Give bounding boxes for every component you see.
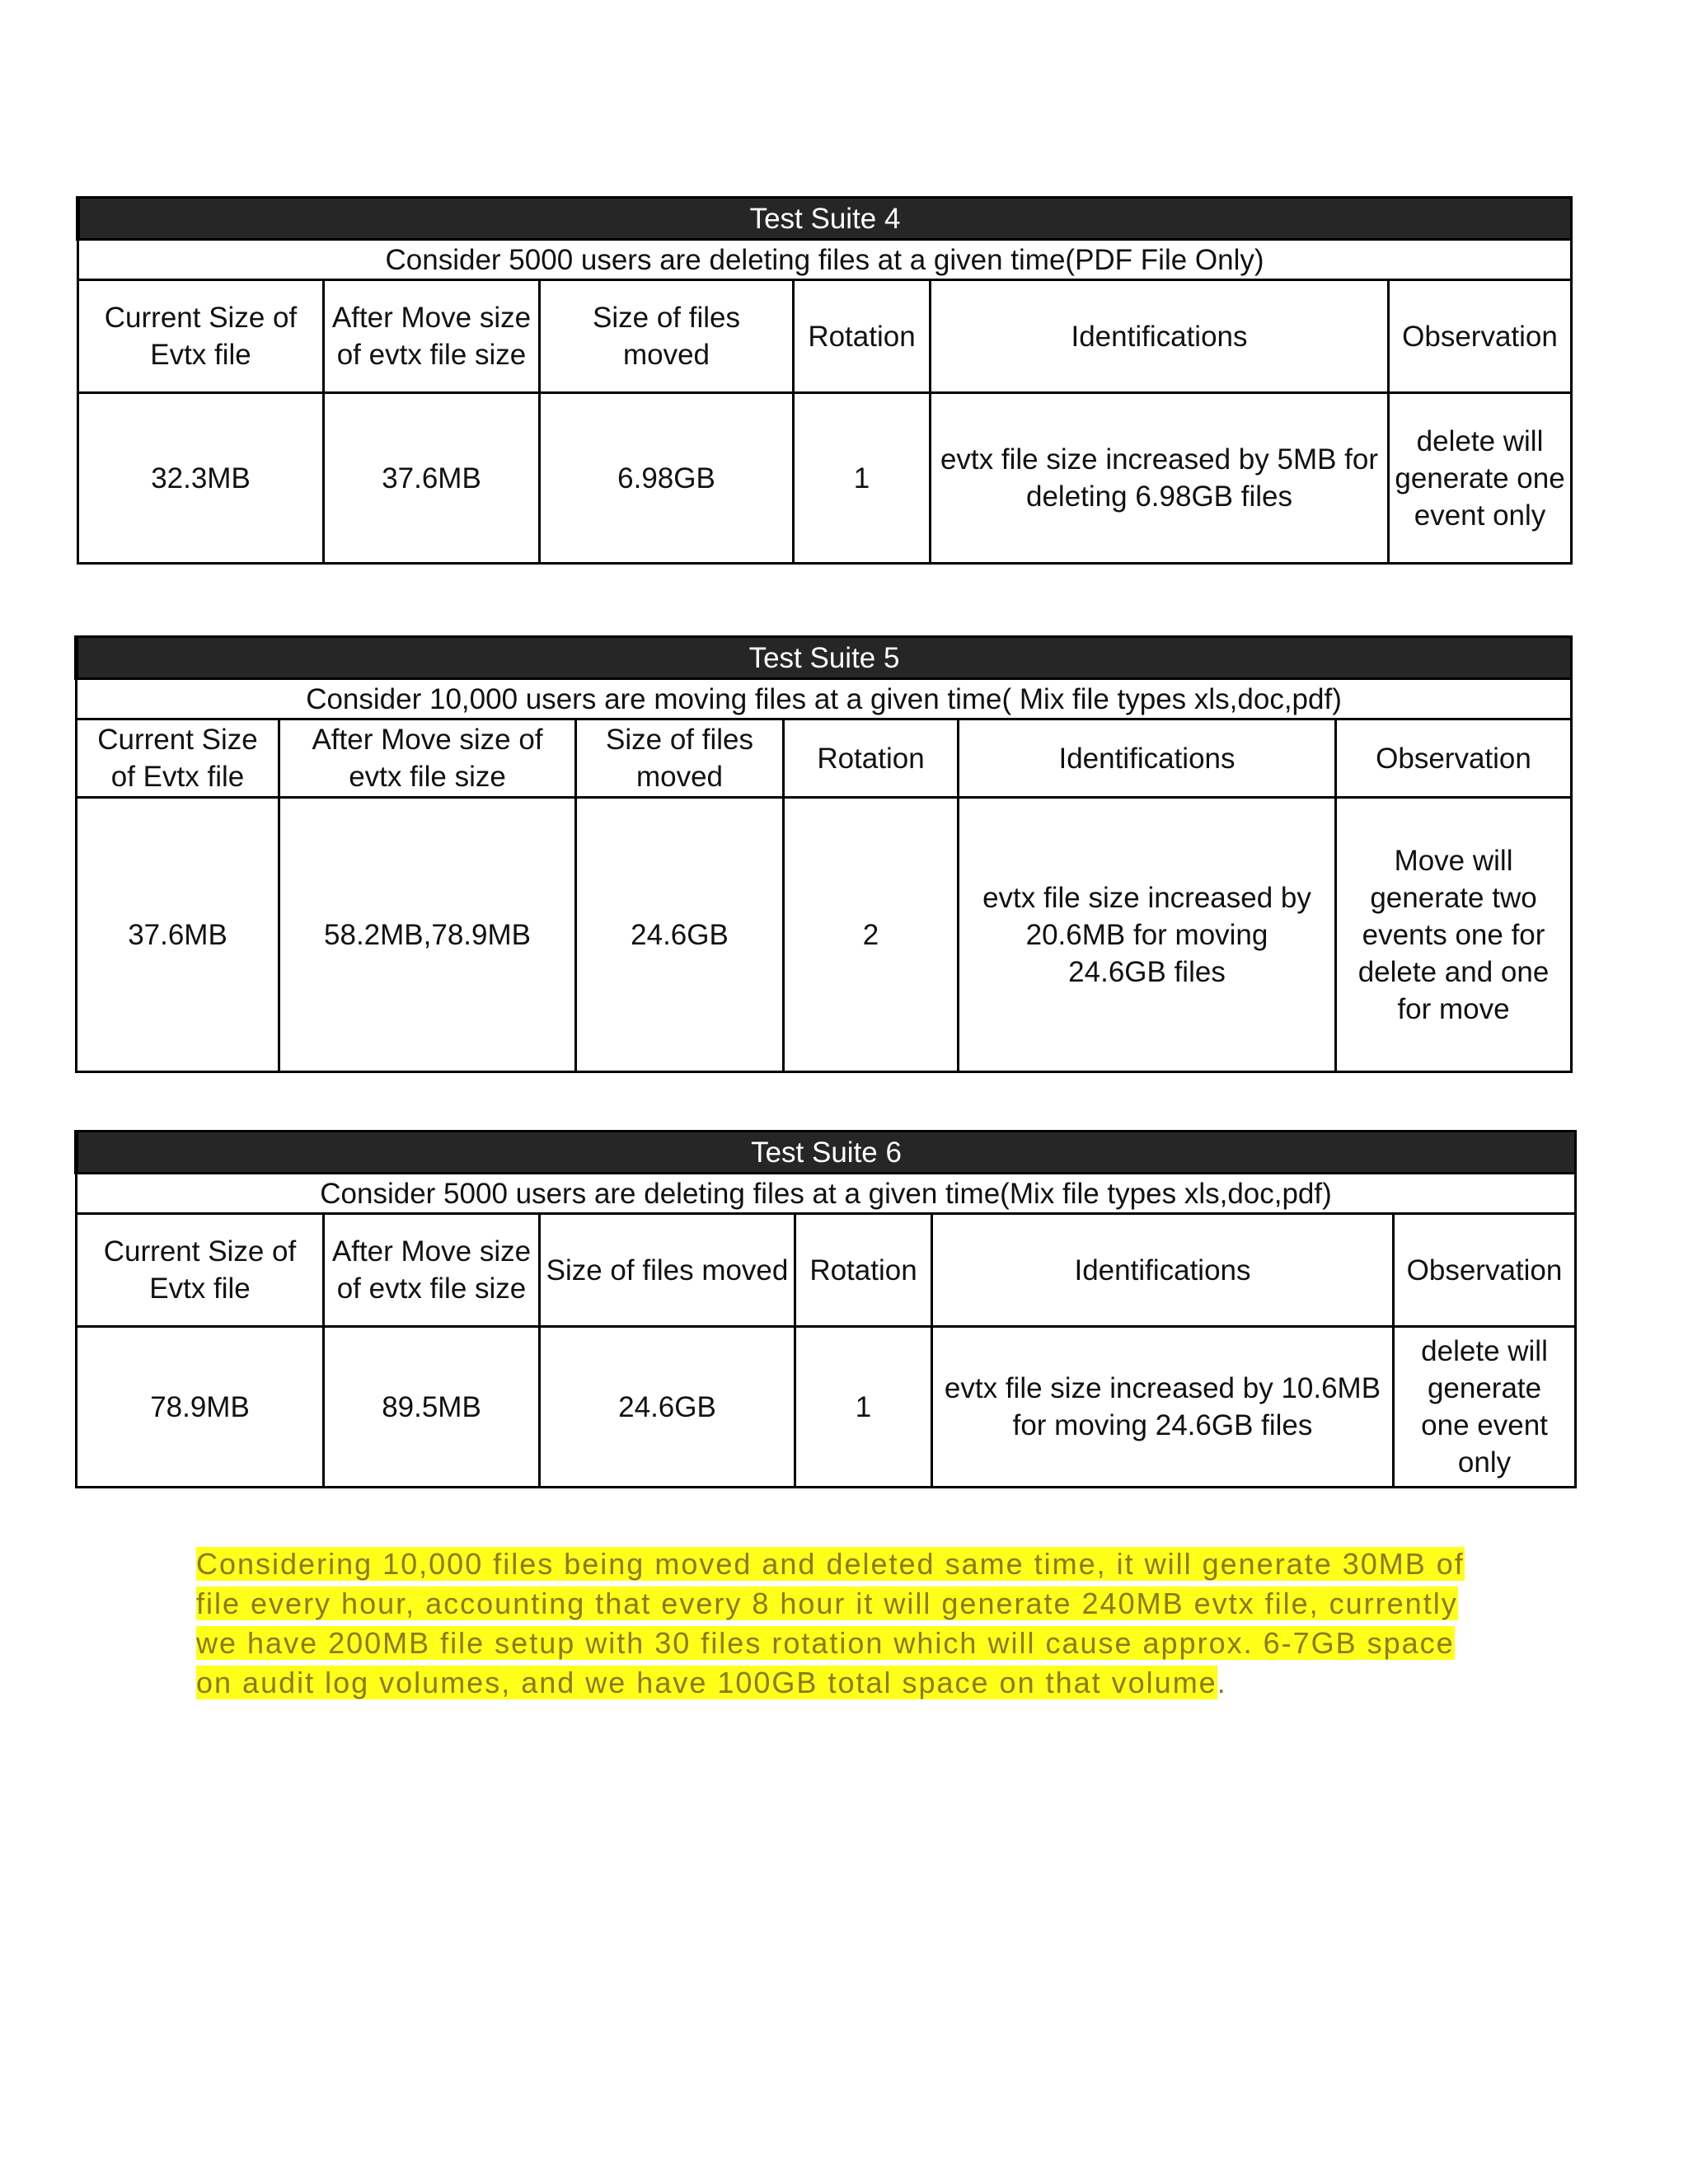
column-header-current-size: Current Size of Evtx file <box>78 280 324 393</box>
highlighted-note <box>196 1544 1482 1703</box>
suite-subtitle: Consider 5000 users are deleting files at a given time(PDF File Only) <box>78 240 1572 280</box>
test-suite-5-table <box>74 635 1573 1073</box>
cell-after-move: 37.6MB <box>324 393 540 564</box>
test-suite-4-table <box>76 196 1573 565</box>
column-header-rotation: Rotation <box>794 280 931 393</box>
cell-rotation: 1 <box>794 393 931 564</box>
column-header-identifications: Identifications <box>959 719 1336 798</box>
table-row <box>78 393 1572 564</box>
cell-rotation: 2 <box>784 798 959 1072</box>
cell-observation: Move will generate two events one for delete and one for move <box>1336 798 1572 1072</box>
note-trailing-period: . <box>1217 1666 1227 1699</box>
note-text: Considering 10,000 files being moved and deleted same time, it will generate 30MB of file every hour, accounting that every 8 hour it will generate 240MB evtx file, currently we have 200MB file setup with 30 files rotation which will cause approx. 6-7GB space on audit log volumes, and we have 100GB total space on that volume <box>196 1547 1465 1699</box>
column-header-current-size: Current Size of Evtx file <box>77 1214 324 1327</box>
column-header-identifications: Identifications <box>932 1214 1394 1327</box>
column-header-files-moved: Size of files moved <box>540 1214 795 1327</box>
column-header-observation: Observation <box>1336 719 1572 798</box>
table-row <box>77 1327 1576 1488</box>
table-row <box>77 798 1572 1072</box>
cell-rotation: 1 <box>795 1327 932 1488</box>
cell-identifications: evtx file size increased by 20.6MB for moving 24.6GB files <box>959 798 1336 1072</box>
column-header-after-move: After Move size of evtx file size <box>324 1214 540 1327</box>
cell-identifications: evtx file size increased by 10.6MB for moving 24.6GB files <box>932 1327 1394 1488</box>
suite-title: Test Suite 5 <box>77 637 1572 679</box>
cell-observation: delete will generate one event only <box>1394 1327 1576 1488</box>
column-header-after-move: After Move size of evtx file size <box>279 719 576 798</box>
column-header-files-moved: Size of files moved <box>576 719 784 798</box>
column-header-observation: Observation <box>1394 1214 1576 1327</box>
cell-files-moved: 6.98GB <box>540 393 794 564</box>
cell-identifications: evtx file size increased by 5MB for deleting 6.98GB files <box>931 393 1389 564</box>
cell-after-move: 89.5MB <box>324 1327 540 1488</box>
column-header-rotation: Rotation <box>795 1214 932 1327</box>
column-header-current-size: Current Size of Evtx file <box>77 719 279 798</box>
column-header-files-moved: Size of files moved <box>540 280 794 393</box>
cell-files-moved: 24.6GB <box>576 798 784 1072</box>
cell-current-size: 32.3MB <box>78 393 324 564</box>
column-header-identifications: Identifications <box>931 280 1389 393</box>
test-suite-6-table <box>74 1130 1577 1488</box>
cell-files-moved: 24.6GB <box>540 1327 795 1488</box>
suite-title: Test Suite 4 <box>78 198 1572 240</box>
column-header-rotation: Rotation <box>784 719 959 798</box>
cell-current-size: 37.6MB <box>77 798 279 1072</box>
cell-current-size: 78.9MB <box>77 1327 324 1488</box>
cell-observation: delete will generate one event only <box>1389 393 1572 564</box>
suite-title: Test Suite 6 <box>77 1132 1576 1174</box>
suite-subtitle: Consider 5000 users are deleting files at a given time(Mix file types xls,doc,pdf) <box>77 1174 1576 1214</box>
cell-after-move: 58.2MB,78.9MB <box>279 798 576 1072</box>
column-header-after-move: After Move size of evtx file size <box>324 280 540 393</box>
suite-subtitle: Consider 10,000 users are moving files at a given time( Mix file types xls,doc,pdf) <box>77 679 1572 719</box>
column-header-observation: Observation <box>1389 280 1572 393</box>
